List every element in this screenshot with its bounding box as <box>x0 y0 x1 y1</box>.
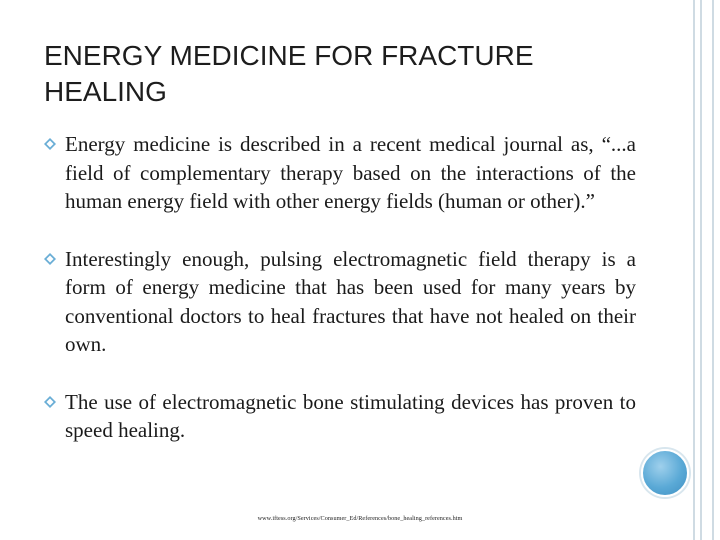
diamond-bullet-icon <box>44 137 56 149</box>
bullet-text: Energy medicine is described in a recent medical journal as, “...a field of complementary therapy based on the interactions of the human energy field with other energy fields (human or other).” <box>65 132 636 213</box>
reference-link[interactable]: www.iftess.org/Services/Consumer_Ed/References/bone_healing_references.htm <box>257 515 463 522</box>
slide-title: ENERGY MEDICINE FOR FRACTURE HEALING <box>44 40 534 107</box>
diamond-bullet-icon <box>44 395 56 407</box>
decorative-rail <box>700 0 702 540</box>
decorative-rail <box>693 0 695 540</box>
bullet-text: The use of electromagnetic bone stimulating devices has proven to speed healing. <box>65 389 636 442</box>
bullet-text: Interestingly enough, pulsing electromagnetic field therapy is a form of energy medicine that has been used for many years by conventional doctors to heal fractures that have not healed on their own. <box>65 246 636 356</box>
bullet-list <box>44 130 636 474</box>
list-item <box>44 130 636 216</box>
decorative-circle <box>641 449 689 497</box>
diamond-bullet-icon <box>44 252 56 264</box>
list-item <box>44 388 636 445</box>
list-item <box>44 245 636 359</box>
decorative-rail <box>712 0 714 540</box>
